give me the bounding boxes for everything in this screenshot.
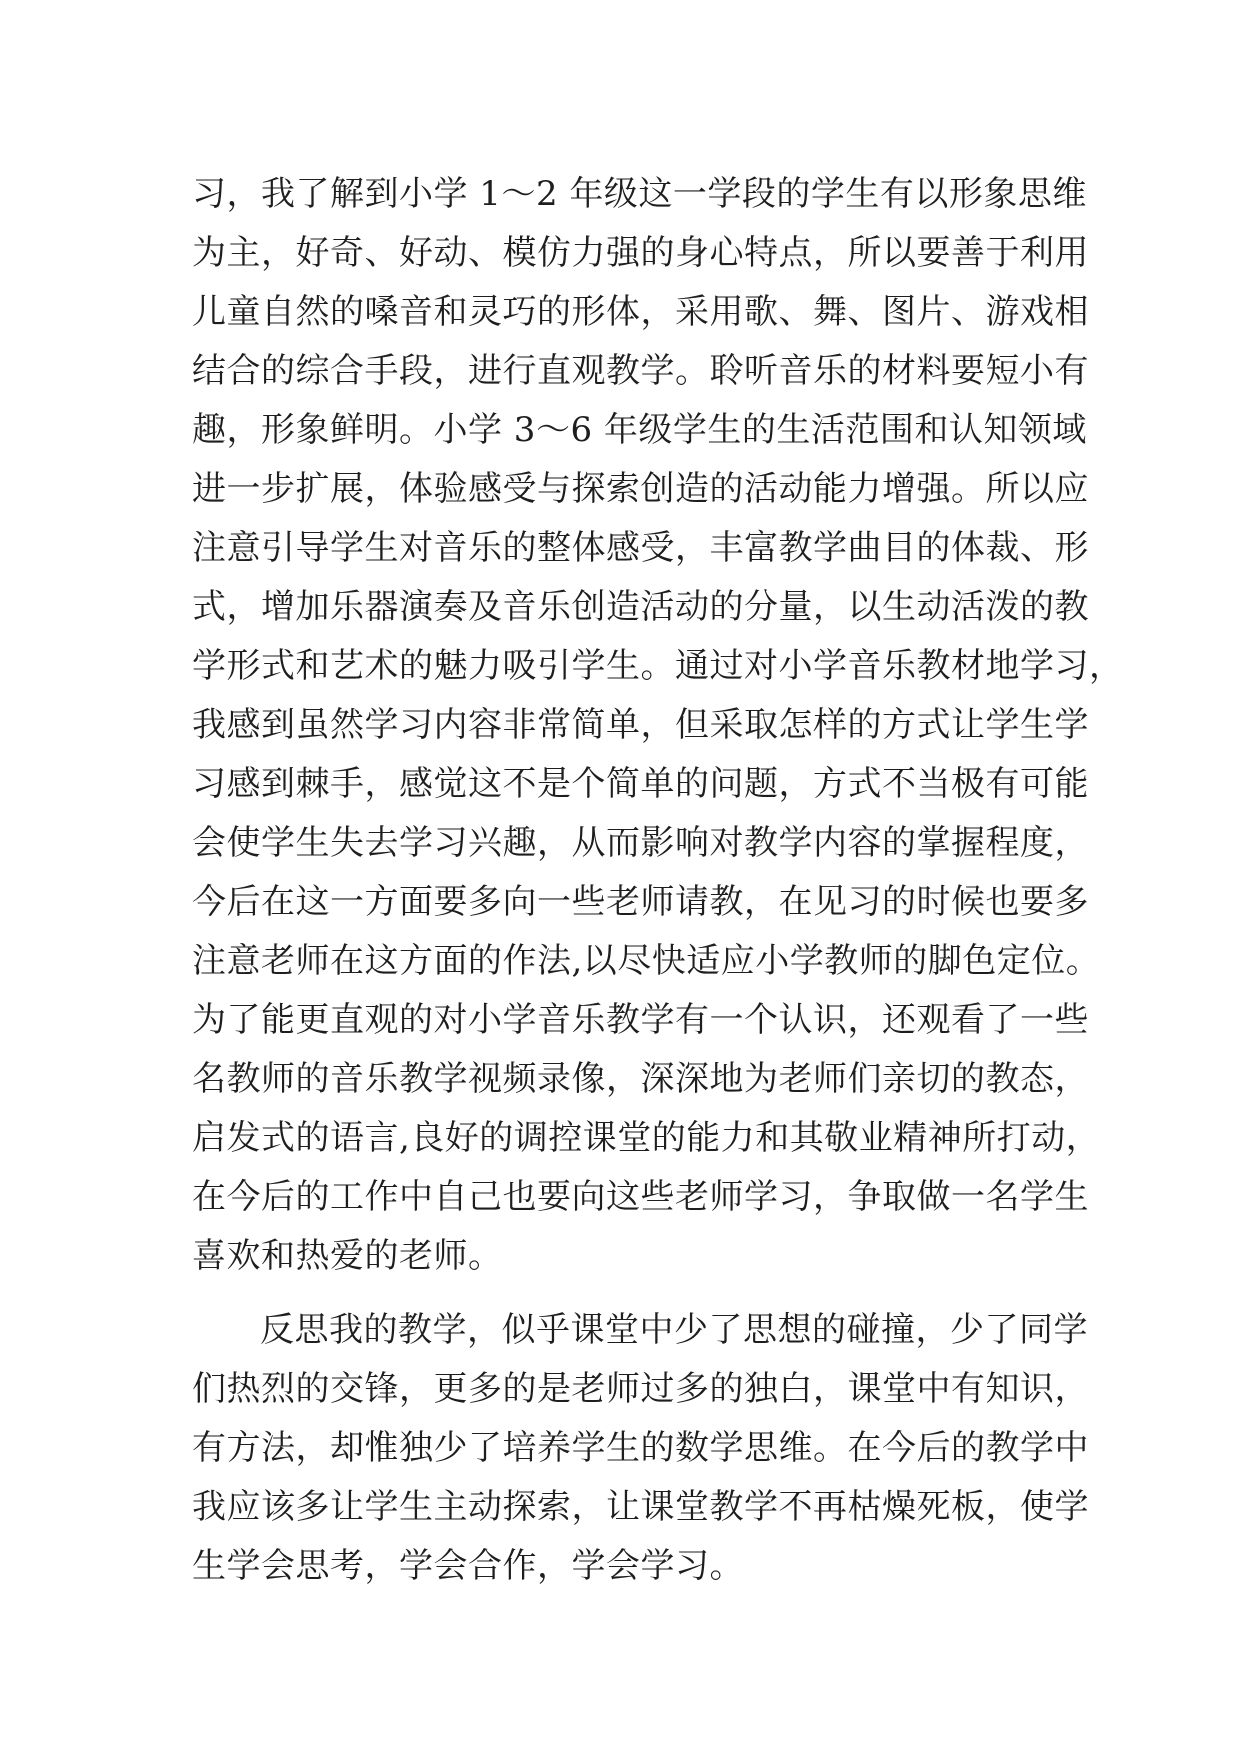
text-line-indented: [192, 1301, 1088, 1360]
text-line: 今后在这一方面要多向一些老师请教，在见习的时候也要多: [192, 882, 1089, 922]
text-line: 会使学生失去学习兴趣，从而影响对教学内容的掌握程度，: [192, 823, 1089, 863]
text-line-content: 反思我的教学，似乎课堂中少了思想的碰撞，少了同学: [260, 1310, 1088, 1350]
text-line: 式，增加乐器演奏及音乐创造活动的分量，以生动活泼的教: [192, 587, 1089, 627]
text-line: 有方法，却惟独少了培养学生的数学思维。在今后的教学中: [192, 1428, 1089, 1468]
text-line: 习感到棘手，感觉这不是个简单的问题，方式不当极有可能: [192, 764, 1089, 804]
body-text: [192, 165, 1124, 1596]
text-line: 为主，好奇、好动、模仿力强的身心特点，所以要善于利用: [192, 233, 1089, 273]
text-line: 儿童自然的嗓音和灵巧的形体，采用歌、舞、图片、游戏相: [192, 292, 1089, 332]
text-line: 趣，形象鲜明。小学 3～6 年级学生的生活范围和认知领域: [192, 410, 1087, 450]
text-line: 习，我了解到小学 1～2 年级这一学段的学生有以形象思维: [192, 174, 1087, 214]
text-line: 生学会思考，学会合作，学会学习。: [192, 1546, 744, 1586]
text-line: 学形式和艺术的魅力吸引学生。通过对小学音乐教材地学习，: [192, 646, 1124, 686]
text-line: 为了能更直观的对小学音乐教学有一个认识，还观看了一些: [192, 1000, 1089, 1040]
text-line: 名教师的音乐教学视频录像，深深地为老师们亲切的教态，: [192, 1059, 1089, 1099]
text-line: 喜欢和热爱的老师。: [192, 1236, 503, 1276]
text-line: 注意引导学生对音乐的整体感受，丰富教学曲目的体裁、形: [192, 528, 1089, 568]
text-line: 启发式的语言,良好的调控课堂的能力和其敬业精神所打动，: [192, 1118, 1101, 1158]
text-line: 在今后的工作中自己也要向这些老师学习，争取做一名学生: [192, 1177, 1089, 1217]
paragraph-spacer: [192, 1286, 1052, 1301]
text-line: 进一步扩展，体验感受与探索创造的活动能力增强。所以应: [192, 469, 1089, 509]
text-line: 结合的综合手段，进行直观教学。聆听音乐的材料要短小有: [192, 351, 1089, 391]
text-line: 注意老师在这方面的作法,以尽快适应小学教师的脚色定位。: [192, 941, 1101, 981]
text-line: 我应该多让学生主动探索，让课堂教学不再枯燥死板，使学: [192, 1487, 1089, 1527]
paragraph-1: [192, 165, 1124, 1286]
paragraph-2: [192, 1301, 1089, 1596]
text-line: 我感到虽然学习内容非常简单，但采取怎样的方式让学生学: [192, 705, 1089, 745]
text-line: 们热烈的交锋，更多的是老师过多的独白，课堂中有知识，: [192, 1369, 1089, 1409]
